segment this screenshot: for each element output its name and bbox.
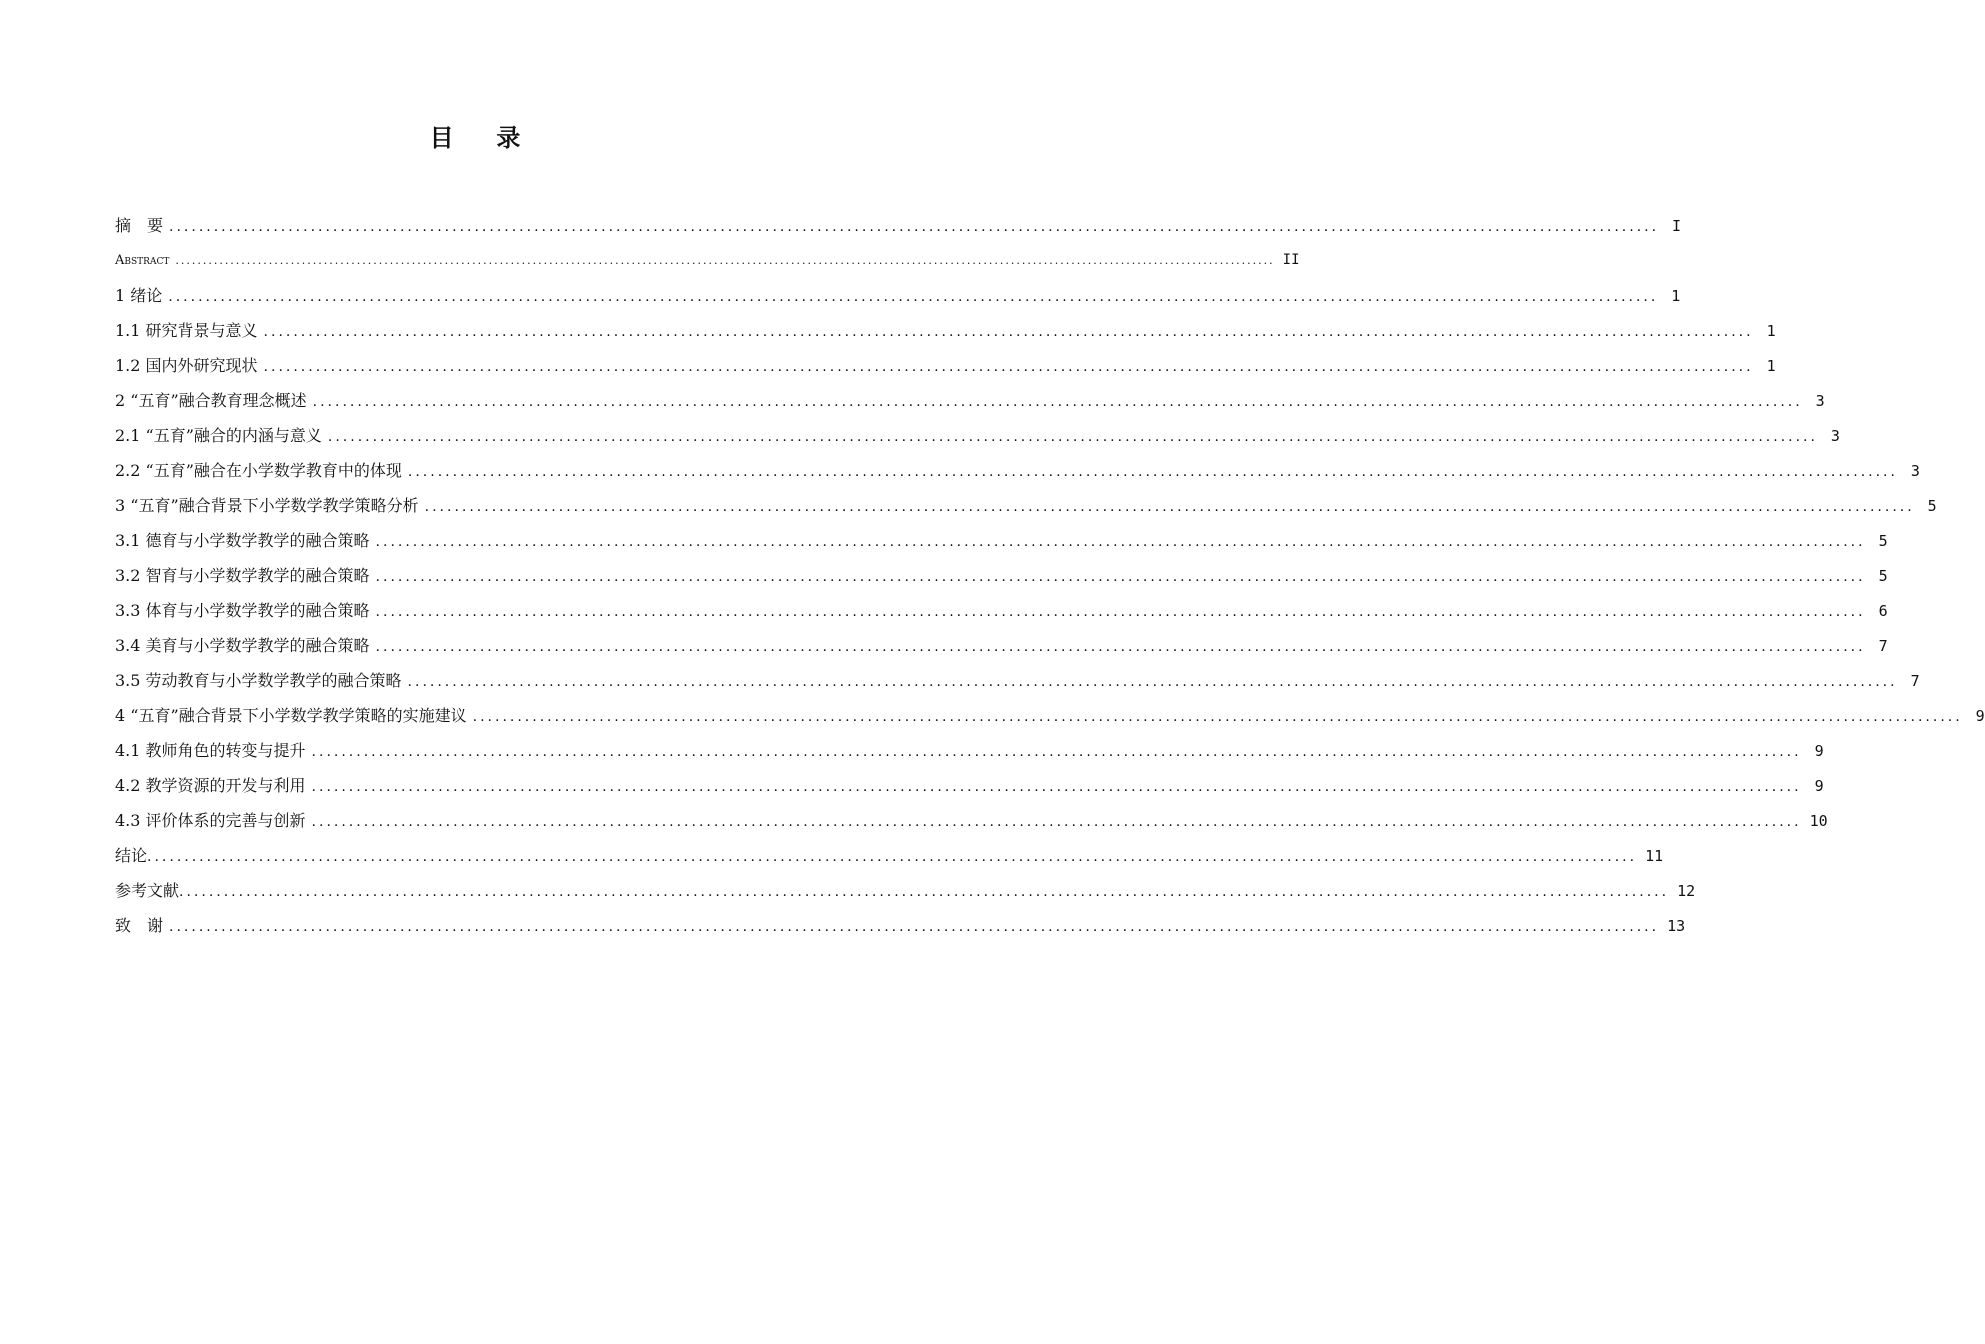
toc-entry-abstract-cn[interactable] [115, 208, 1682, 243]
toc-entry-page: 1 [1766, 322, 1776, 340]
toc-entry[interactable] [115, 558, 1888, 593]
toc-entry[interactable] [115, 733, 1824, 768]
toc-entry-page: 3 [1815, 392, 1825, 410]
toc-entry-label: 3.4 美育与小学数学教学的融合策略 [115, 636, 370, 655]
toc-entry-page: II [1282, 252, 1300, 268]
toc-entry-label: 4.1 教师角色的转变与提升 [115, 741, 306, 760]
toc-entry-page: 12 [1677, 882, 1696, 900]
toc-entry-page: I [1672, 217, 1682, 235]
toc-entry-page: 1 [1766, 357, 1776, 375]
toc-entry-label: 3.1 德育与小学数学教学的融合策略 [115, 531, 370, 550]
page-title-char-1: 目 [429, 123, 454, 152]
toc-entry-page: 7 [1910, 672, 1920, 690]
toc-leader-dots: ........................................................................................................................................................................................................ [169, 919, 1660, 935]
toc-leader-dots: ........................................................................................................................................................................................................ [175, 254, 1275, 267]
toc-leader-dots: ........................................................................................................................................................................................................ [263, 359, 1754, 375]
toc-leader-dots: ........................................................................................................................................................................................................ [263, 324, 1754, 340]
toc-entry-label: 1.2 国内外研究现状 [115, 356, 258, 375]
toc-entry-page: 1 [1671, 287, 1681, 305]
toc-entry-label: 1 绪论 [115, 286, 163, 305]
toc-entry[interactable] [115, 593, 1888, 628]
toc-entry-acknowledgements[interactable] [115, 908, 1686, 943]
toc-entry-label: Abstract [115, 253, 170, 268]
toc-entry-label: 4.2 教学资源的开发与利用 [115, 776, 306, 795]
toc-leader-dots: ........................................................................................................................................................................................................ [375, 534, 1866, 550]
toc-entry-page: 5 [1927, 497, 1937, 515]
page-title-char-2: 录 [496, 123, 521, 152]
page-title [0, 118, 950, 153]
toc-entry-label: 3.3 体育与小学数学教学的融合策略 [115, 601, 370, 620]
toc-leader-dots: ........................................................................................................................................................................................................ [179, 884, 1670, 900]
toc-entry-label: 4.3 评价体系的完善与创新 [115, 811, 306, 830]
toc-entry-page: 7 [1878, 637, 1888, 655]
toc-entry-label: 2 “五育”融合教育理念概述 [115, 391, 307, 410]
toc-entry-label: 结论 [115, 846, 148, 865]
toc-leader-dots: ........................................................................................................................................................................................................ [407, 674, 1898, 690]
toc-entry-abstract-en[interactable] [115, 243, 1300, 278]
toc-leader-dots: ........................................................................................................................................................................................................ [424, 499, 1915, 515]
toc-entry-label: 2.2 “五育”融合在小学数学教育中的体现 [115, 461, 402, 480]
toc-leader-dots: ........................................................................................................................................................................................................ [375, 639, 1866, 655]
table-of-contents [115, 208, 1985, 943]
toc-entry-page: 9 [1814, 742, 1824, 760]
toc-entry[interactable] [115, 418, 1840, 453]
toc-entry-label: 3.5 劳动教育与小学数学教学的融合策略 [115, 671, 402, 690]
toc-entry-references[interactable] [115, 873, 1696, 908]
toc-entry-label: 1.1 研究背景与意义 [115, 321, 258, 340]
toc-entry-label: 3 “五育”融合背景下小学数学教学策略分析 [115, 496, 419, 515]
toc-leader-dots: ........................................................................................................................................................................................................ [311, 744, 1802, 760]
toc-entry[interactable] [115, 628, 1888, 663]
toc-entry-page: 5 [1878, 532, 1888, 550]
toc-entry[interactable] [115, 453, 1920, 488]
toc-leader-dots: ........................................................................................................................................................................................................ [168, 289, 1659, 305]
toc-entry[interactable] [115, 803, 1828, 838]
toc-leader-dots: ........................................................................................................................................................................................................ [375, 604, 1866, 620]
toc-entry[interactable] [115, 383, 1825, 418]
toc-entry-label: 摘 要 [115, 216, 164, 235]
toc-entry-label: 3.2 智育与小学数学教学的融合策略 [115, 566, 370, 585]
toc-leader-dots: ........................................................................................................................................................................................................ [472, 709, 1963, 725]
toc-entry[interactable] [115, 313, 1776, 348]
toc-entry-page: 6 [1878, 602, 1888, 620]
toc-entry-conclusion[interactable] [115, 838, 1664, 873]
toc-entry[interactable] [115, 698, 1985, 733]
toc-leader-dots: ........................................................................................................................................................................................................ [311, 814, 1802, 830]
toc-entry-page: 10 [1809, 812, 1828, 830]
toc-leader-dots: ........................................................................................................................................................................................................ [327, 429, 1818, 445]
toc-leader-dots: ........................................................................................................................................................................................................ [312, 394, 1803, 410]
toc-leader-dots: ........................................................................................................................................................................................................ [311, 779, 1802, 795]
toc-entry[interactable] [115, 488, 1937, 523]
toc-entry-label: 参考文献 [115, 881, 180, 900]
toc-entry-page: 11 [1645, 847, 1664, 865]
toc-entry-page: 13 [1667, 917, 1686, 935]
toc-entry[interactable] [115, 663, 1920, 698]
toc-entry[interactable] [115, 348, 1776, 383]
toc-entry-page: 9 [1814, 777, 1824, 795]
toc-leader-dots: ........................................................................................................................................................................................................ [169, 219, 1660, 235]
toc-entry-label: 致 谢 [115, 916, 164, 935]
toc-entry-label: 4 “五育”融合背景下小学数学教学策略的实施建议 [115, 706, 467, 725]
toc-leader-dots: ........................................................................................................................................................................................................ [375, 569, 1866, 585]
toc-entry-page: 9 [1975, 707, 1985, 725]
toc-entry-label: 2.1 “五育”融合的内涵与意义 [115, 426, 322, 445]
toc-entry[interactable] [115, 523, 1888, 558]
toc-entry[interactable] [115, 278, 1681, 313]
toc-entry-page: 5 [1878, 567, 1888, 585]
toc-entry-page: 3 [1830, 427, 1840, 445]
toc-entry[interactable] [115, 768, 1824, 803]
toc-leader-dots: ........................................................................................................................................................................................................ [407, 464, 1898, 480]
toc-leader-dots: ........................................................................................................................................................................................................ [147, 849, 1638, 865]
toc-entry-page: 3 [1910, 462, 1920, 480]
